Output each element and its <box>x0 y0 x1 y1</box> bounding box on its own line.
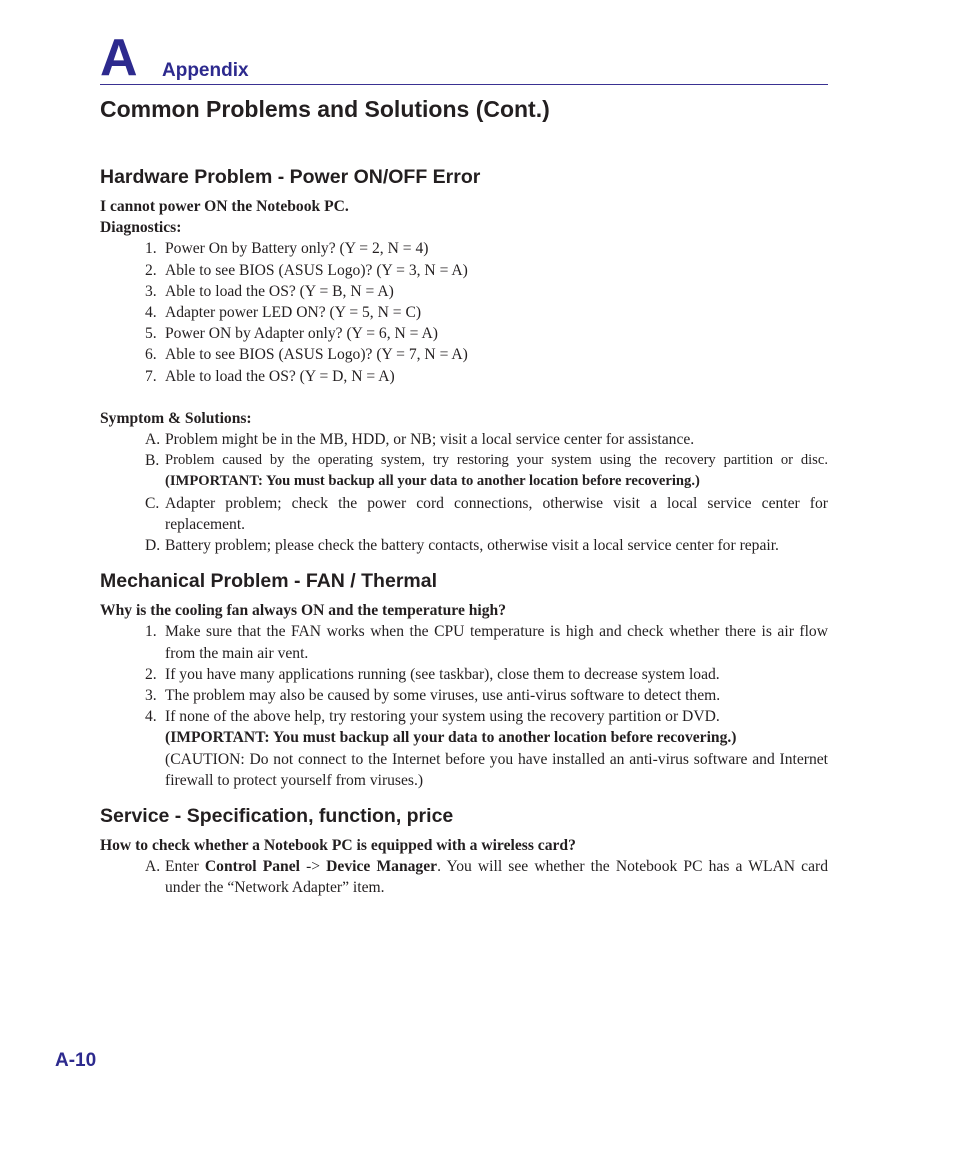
mechanical-list <box>100 621 828 791</box>
solutions-list <box>100 429 828 556</box>
list-item: 7. Able to load the OS? (Y = D, N = A) <box>145 367 395 385</box>
list-item: 1. Power On by Battery only? (Y = 2, N = 4) <box>145 240 429 258</box>
service-question: How to check whether a Notebook PC is equipped with a wireless card? <box>100 837 576 855</box>
important-note: (IMPORTANT: You must backup all your data to another location before recovering.) <box>165 473 700 490</box>
mechanical-question: Why is the cooling fan always ON and the temperature high? <box>100 602 507 620</box>
chapter-header <box>100 29 828 87</box>
page-number: A-10 <box>55 1050 97 1071</box>
list-item: 4. Adapter power LED ON? (Y = 5, N = C) <box>145 304 422 322</box>
list-item: 5. Power ON by Adapter only? (Y = 6, N = A) <box>145 325 438 343</box>
list-item: 3. The problem may also be caused by some viruses, use anti-virus software to detect them. <box>145 687 721 705</box>
list-item: 3. Able to load the OS? (Y = B, N = A) <box>145 282 394 300</box>
caution-note: (CAUTION: Do not connect to the Internet before you have installed an anti-virus software and Internet firewall to protect yourself from viruses.) <box>165 750 828 789</box>
list-item: A. Enter Control Panel -> Device Manager. You will see whether the Notebook PC has a WLAN card under the “Network Adapter” item. <box>145 858 828 897</box>
list-item: 4. If none of the above help, try restoring your system using the recovery partition or DVD. (IMPORTANT: You must backup all your data to another location before recovering.) (CAUTION: Do not connect to the Internet before you have installed an anti-virus software and Internet firewall to protect yourself from viruses.) <box>100 706 828 791</box>
list-item: D. Battery problem; please check the battery contacts, otherwise visit a local service center for repair. <box>145 537 779 555</box>
hardware-heading: Hardware Problem - Power ON/OFF Error <box>100 166 481 188</box>
page-content <box>100 164 828 899</box>
list-item: 6. Able to see BIOS (ASUS Logo)? (Y = 7, N = A) <box>145 346 468 364</box>
list-item: A. Problem might be in the MB, HDD, or NB; visit a local service center for assistance. <box>145 431 695 449</box>
symptoms-label: Symptom & Solutions: <box>100 409 252 427</box>
mechanical-heading: Mechanical Problem - FAN / Thermal <box>100 570 438 593</box>
list-item: 1. Make sure that the FAN works when the CPU temperature is high and check whether there is air flow from the main air vent. <box>145 623 828 662</box>
page-title: Common Problems and Solutions (Cont.) <box>100 96 550 122</box>
list-item: 2. Able to see BIOS (ASUS Logo)? (Y = 3, N = A) <box>145 261 468 279</box>
chapter-name: Appendix <box>162 60 249 81</box>
list-item: C. Adapter problem; check the power cord connections, otherwise visit a local service center for replacement. <box>145 494 828 533</box>
service-heading: Service - Specification, function, price <box>100 805 454 828</box>
hardware-question: I cannot power ON the Notebook PC. <box>100 198 349 215</box>
important-note: (IMPORTANT: You must backup all your data to another location before recovering.) <box>165 729 737 747</box>
list-item: B. Problem caused by the operating system, try restoring your system using the recovery partition or disc. (IMPORTANT: You must backup all your data to another location before recovering.) <box>145 452 828 490</box>
list-item: 2. If you have many applications running (see taskbar), close them to decrease system load. <box>145 665 720 683</box>
diagnostics-label: Diagnostics: <box>100 219 182 237</box>
diagnostics-list <box>100 238 828 386</box>
chapter-letter: A <box>100 29 138 87</box>
